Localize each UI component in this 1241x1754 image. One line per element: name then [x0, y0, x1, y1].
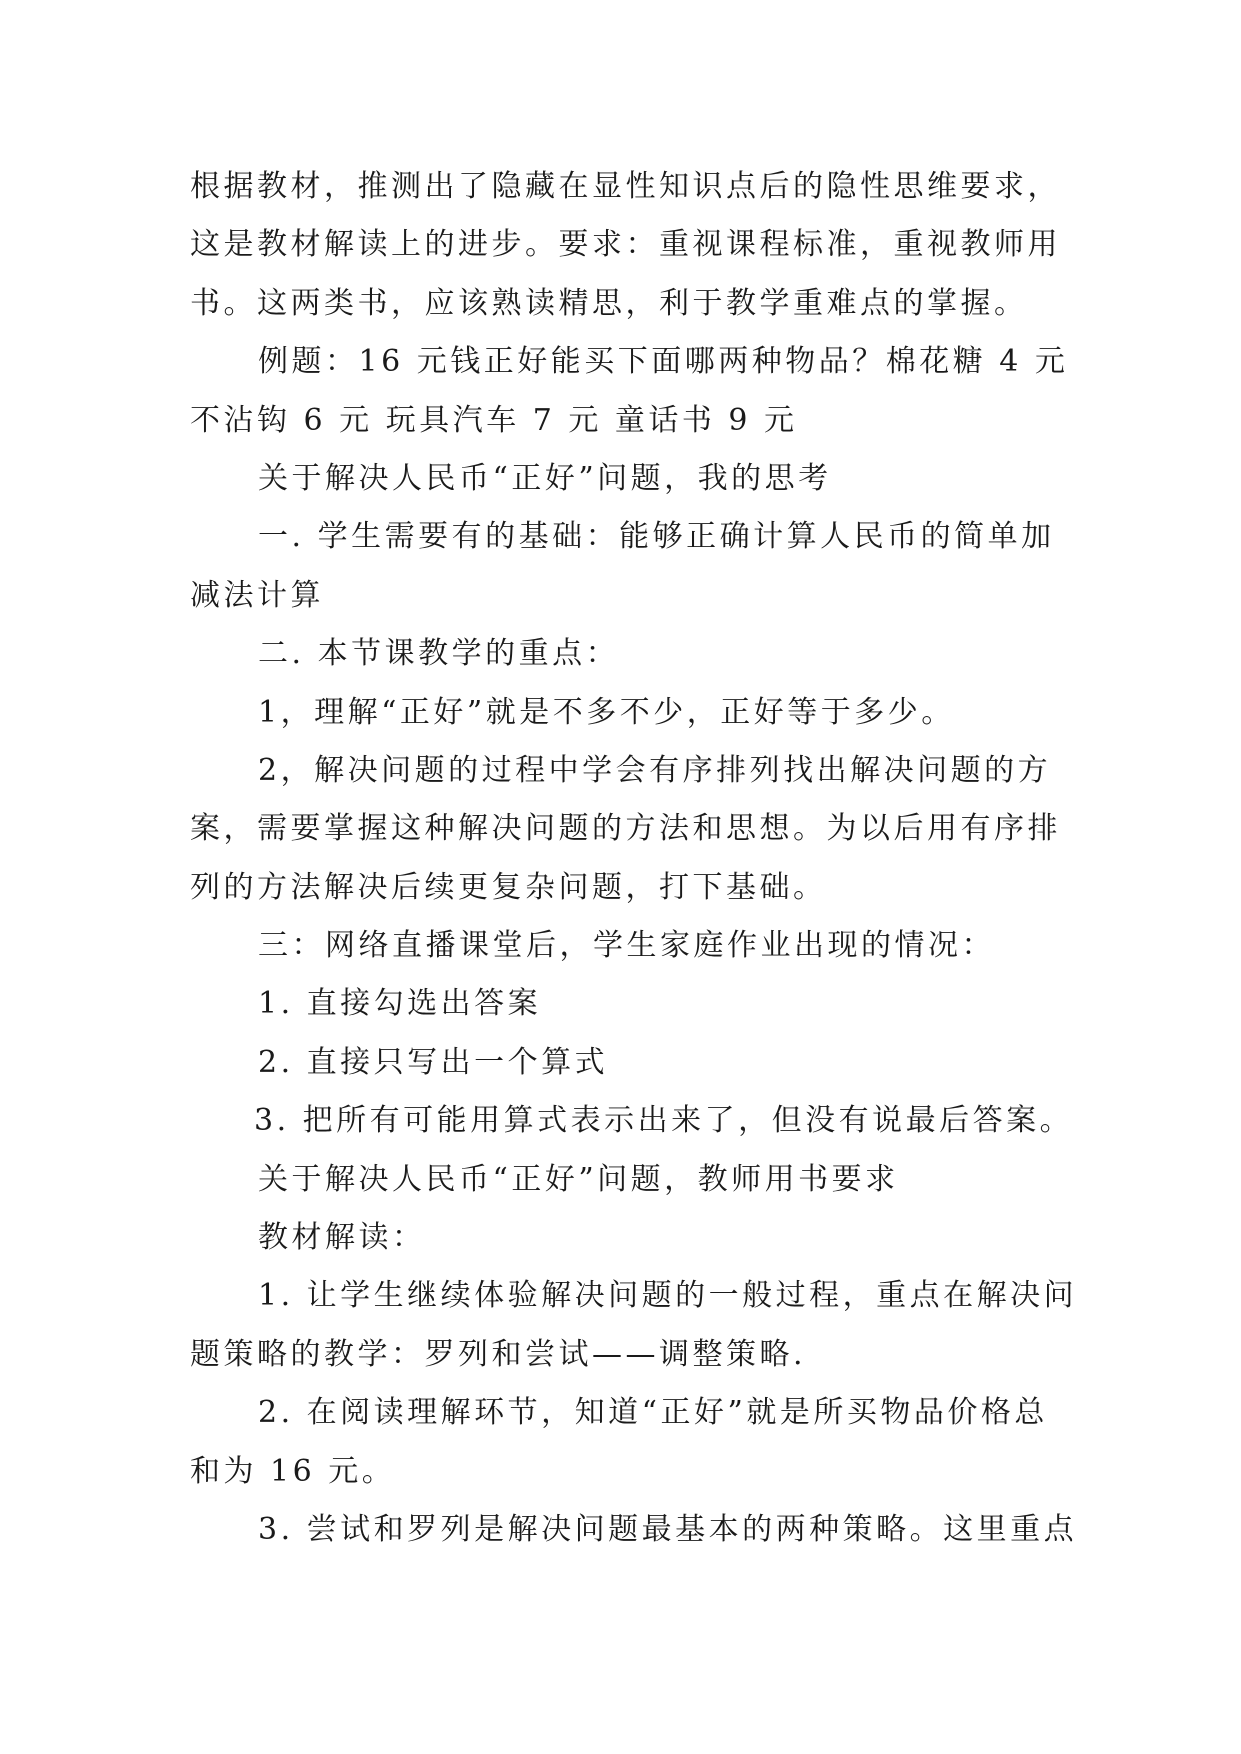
text-line: 1，理解“正好”就是不多不少，正好等于多少。 [258, 694, 955, 730]
text-line: 2，解决问题的过程中学会有序排列找出解决问题的方 [258, 752, 1052, 788]
text-line: 关于解决人民币“正好”问题，教师用书要求 [258, 1161, 899, 1197]
text-line: 3. 把所有可能用算式表示出来了，但没有说最后答案。 [254, 1103, 1074, 1139]
text-line: 3. 尝试和罗列是解决问题最基本的两种策略。这里重点 [258, 1511, 1078, 1547]
text-line: 书。这两类书，应该熟读精思，利于教学重难点的掌握。 [190, 285, 1028, 321]
document-body [190, 158, 1078, 1559]
text-line: 和为 16 元。 [190, 1453, 396, 1489]
text-line: 案，需要掌握这种解决问题的方法和思想。为以后用有序排 [190, 811, 1061, 847]
text-line: 例题：16 元钱正好能买下面哪两种物品？棉花糖 4 元 [258, 344, 1069, 380]
text-line: 1. 直接勾选出答案 [258, 986, 542, 1022]
text-line: 二. 本节课教学的重点： [258, 636, 620, 672]
text-line: 这是教材解读上的进步。要求：重视课程标准，重视教师用 [190, 227, 1061, 263]
text-line: 教材解读： [258, 1220, 426, 1256]
text-line: 一. 学生需要有的基础：能够正确计算人民币的简单加 [258, 519, 1055, 555]
text-line: 2. 在阅读理解环节，知道“正好”就是所买物品价格总 [258, 1395, 1048, 1431]
text-line: 2. 直接只写出一个算式 [258, 1044, 609, 1080]
text-line: 根据教材，推测出了隐藏在显性知识点后的隐性思维要求， [190, 169, 1061, 204]
text-line: 三：网络直播课堂后，学生家庭作业出现的情况： [258, 928, 995, 964]
text-line: 1. 让学生继续体验解决问题的一般过程，重点在解决问 [258, 1278, 1078, 1314]
text-line: 关于解决人民币“正好”问题，我的思考 [258, 460, 832, 496]
text-line: 题策略的教学：罗列和尝试——调整策略. [190, 1336, 807, 1372]
text-line: 不沾钩 6 元 玩具汽车 7 元 童话书 9 元 [190, 402, 798, 438]
text-line: 列的方法解决后续更复杂问题，打下基础。 [190, 869, 827, 905]
text-line: 减法计算 [190, 577, 324, 613]
